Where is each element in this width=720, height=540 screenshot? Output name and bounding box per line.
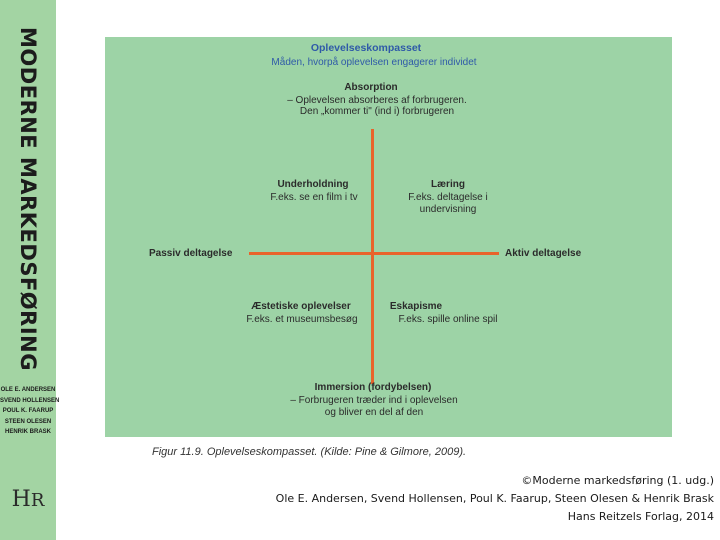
quadrant-label-bottom-right: Eskapisme (389, 301, 443, 312)
quadrant-label-top-right: Læring (431, 179, 465, 190)
horizontal-axis (249, 252, 499, 255)
quadrant-text-bottom-left: F.eks. et museumsbesøg (246, 314, 358, 325)
quadrant-text-top-right: F.eks. deltagelse i (408, 192, 488, 203)
diagram-subtitle: Måden, hvorpå oplevelsen engagerer individet (271, 57, 477, 68)
credit-line: Hans Reitzels Forlag, 2014 (567, 510, 714, 523)
figure-caption: Figur 11.9. Oplevelseskompasset. (Kilde: Pine & Gilmore, 2009). (152, 446, 467, 458)
right-pole-label: Aktiv deltagelse (505, 248, 582, 259)
top-pole-text: – Oplevelsen absorberes af forbrugeren. (287, 95, 467, 106)
vertical-axis (371, 129, 374, 384)
bottom-pole-text: og bliver en del af den (324, 407, 424, 418)
quadrant-text-bottom-right: F.eks. spille online spil (398, 314, 498, 325)
top-pole-label: Absorption (344, 82, 398, 93)
author-name: HENRIK BRASK (4, 429, 51, 435)
quadrant-label-bottom-left: Æstetiske oplevelser (251, 301, 351, 312)
bottom-pole-text: – Forbrugeren træder ind i oplevelsen (290, 395, 458, 406)
spine-title-text: MODERNE MARKEDSFØRING (16, 27, 40, 371)
quadrant-text-top-left: F.eks. se en film i tv (270, 192, 358, 203)
credit-line: Ole E. Andersen, Svend Hollensen, Poul K. Faarup, Steen Olesen & Henrik Brask (275, 492, 714, 505)
publisher-logo-icon: HR (11, 487, 45, 512)
diagram-title: Oplevelseskompasset (310, 42, 422, 54)
top-pole-text: Den „kommer ti" (ind i) forbrugeren (299, 106, 455, 117)
quadrant-text-top-right: undervisning (419, 204, 477, 215)
experience-compass-diagram (105, 37, 672, 437)
author-list (0, 385, 60, 438)
credit-line: ©Moderne markedsføring (1. udg.) (521, 474, 714, 487)
author-name: OLE E. ANDERSEN (0, 387, 56, 393)
bottom-pole-label: Immersion (fordybelsen) (314, 382, 432, 393)
book-spine (0, 0, 60, 540)
copyright-credit (276, 472, 714, 526)
left-pole-label: Passiv deltagelse (149, 248, 233, 259)
quadrant-label-top-left: Underholdning (277, 179, 349, 190)
author-name: STEEN OLESEN (4, 418, 52, 425)
author-name: SVEND HOLLENSEN (0, 397, 60, 404)
author-name: POUL K. FAARUP (2, 408, 54, 414)
spine-title (6, 27, 50, 371)
